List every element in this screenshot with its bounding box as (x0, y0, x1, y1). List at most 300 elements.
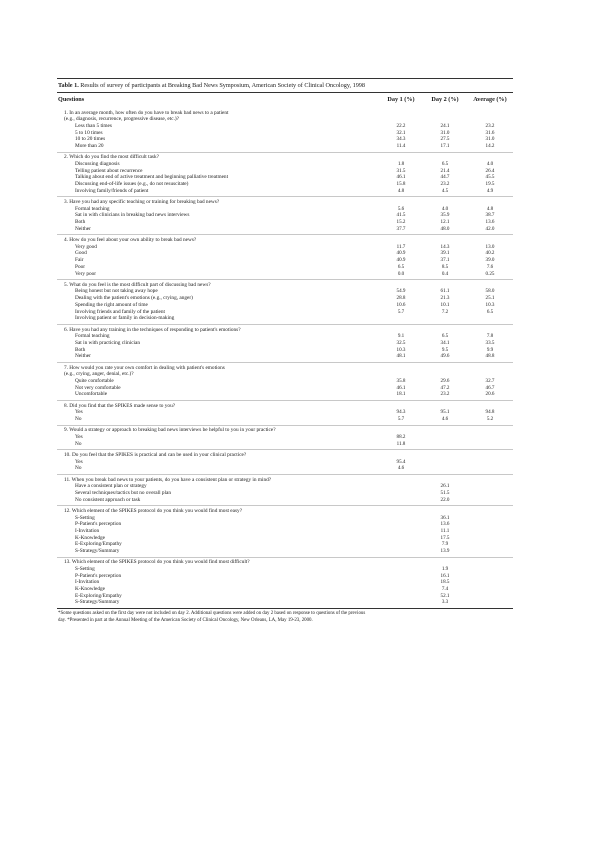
answer-option: Good (75, 250, 87, 257)
day2-value: 48.0 (440, 225, 450, 232)
average-value: 7.8 (486, 333, 494, 340)
answer-row (57, 315, 513, 322)
answer-row (57, 206, 513, 213)
day1-value (379, 483, 423, 490)
answer-option: Dealing with the patient's emotions (e.g., crying, anger) (75, 295, 193, 302)
question-text: 3. Have you had any specific teaching or training for breaking bad news? (64, 199, 220, 206)
day1-value (379, 579, 423, 586)
day1-value: 88.2 (396, 433, 406, 440)
day2-value (423, 315, 467, 322)
average-value: 32.7 (485, 377, 495, 384)
answer-row (57, 573, 513, 580)
average-value (467, 593, 513, 600)
question-text: 13. Which element of the SPIKES protocol do you think you would find most difficult? (64, 559, 250, 566)
average-value: 4.9 (486, 187, 494, 194)
day2-value: 49.6 (440, 353, 450, 360)
answer-option: P-Patient's perception (75, 572, 122, 579)
answer-option: Not very comfortable (75, 384, 121, 391)
day2-value: 24.1 (440, 122, 450, 129)
day1-value: 34.3 (396, 136, 406, 143)
day2-value (423, 441, 467, 448)
day1-value: 37.7 (396, 225, 406, 232)
day1-value: 32.5 (396, 339, 406, 346)
question-text: 1. In an average month, how often do you have to break bad news to a patient (64, 109, 229, 116)
day2-value: 16.1 (440, 572, 450, 579)
average-value (467, 315, 513, 322)
answer-row (57, 347, 513, 354)
question-row (57, 403, 513, 410)
header-questions: Questions (58, 96, 85, 103)
average-value (467, 483, 513, 490)
day2-value (423, 459, 467, 466)
answer-row (57, 434, 513, 441)
day1-value: 6.5 (397, 263, 405, 270)
day2-value: 39.1 (440, 250, 450, 257)
average-value (467, 541, 513, 548)
answer-option: No (75, 415, 82, 422)
day2-value: 18.5 (440, 579, 450, 586)
day2-value: 17.1 (440, 143, 450, 150)
day1-value: 54.9 (396, 288, 406, 295)
day2-value: 27.5 (440, 136, 450, 143)
answer-option: No (75, 465, 82, 472)
answer-option: Involving friends and family of the patient (75, 308, 166, 315)
answer-option: Uncomfortable (75, 391, 108, 398)
answer-option: Neither (75, 225, 91, 232)
table-page (57, 78, 513, 768)
question-row (57, 365, 513, 372)
day2-value: 4.6 (441, 415, 449, 422)
question-row (57, 508, 513, 515)
answer-row (57, 586, 513, 593)
average-value (467, 566, 513, 573)
answer-row (57, 168, 513, 175)
average-value: 48.8 (485, 353, 495, 360)
table-label: Table 1. (58, 82, 79, 89)
answer-option: More than 20 (75, 143, 104, 150)
day2-value: 26.1 (440, 483, 450, 490)
answer-row (57, 521, 513, 528)
average-value: 39.0 (485, 257, 495, 264)
average-value (467, 434, 513, 441)
day1-value: 9.1 (397, 333, 405, 340)
answer-row (57, 593, 513, 600)
question-row (57, 427, 513, 434)
answer-row (57, 123, 513, 130)
day2-value: 22.0 (440, 496, 450, 503)
day2-value: 12.1 (440, 219, 450, 226)
day2-value: 21.4 (440, 167, 450, 174)
answer-row (57, 188, 513, 195)
answer-row (57, 136, 513, 143)
answer-option: No consistent approach or task (75, 496, 141, 503)
day1-value: 11.4 (396, 143, 406, 150)
answer-row (57, 497, 513, 504)
average-value: 58.0 (485, 288, 495, 295)
answer-option: Both (75, 219, 86, 226)
question-text: 2. Which do you find the most difficult task? (64, 154, 159, 161)
day1-value (379, 535, 423, 542)
average-value: 45.5 (485, 174, 495, 181)
average-value: 40.2 (485, 250, 495, 257)
day1-value: 28.8 (396, 295, 406, 302)
question-text: (e.g., crying, anger, denial, etc.)? (64, 371, 134, 378)
day1-value: 5.7 (397, 415, 405, 422)
day1-value: 32.1 (396, 129, 406, 136)
day1-value: 31.5 (396, 167, 406, 174)
day1-value: 4.6 (397, 465, 405, 472)
day1-value: 11.8 (396, 440, 406, 447)
average-value: 31.0 (485, 136, 495, 143)
day2-value: 3.3 (441, 599, 449, 606)
day2-value: 7.2 (441, 308, 449, 315)
answer-option: Spending the right amount of time (75, 301, 148, 308)
answer-row (57, 143, 513, 150)
answer-option: Have a consistent plan or strategy (75, 483, 147, 490)
average-value (467, 528, 513, 535)
answer-row (57, 391, 513, 398)
average-value: 4.0 (486, 161, 494, 167)
average-value: 5.2 (486, 415, 494, 422)
answer-option: 10 to 20 times (75, 136, 106, 143)
question-block (57, 324, 513, 360)
day1-value: 40.9 (396, 250, 406, 257)
day1-value (379, 541, 423, 548)
table-header-row (57, 93, 513, 106)
answer-option: Yes (75, 458, 83, 465)
question-row (57, 199, 513, 206)
answer-row (57, 599, 513, 606)
day2-value: 37.1 (440, 257, 450, 264)
day2-value: 29.6 (440, 377, 450, 384)
table-caption (57, 79, 513, 92)
answer-row (57, 416, 513, 423)
answer-row (57, 244, 513, 251)
day2-value: 36.1 (440, 514, 450, 521)
average-value: 0.25 (485, 270, 495, 277)
question-block (57, 152, 513, 195)
answer-option: E-Exploring/Empathy (75, 592, 122, 599)
question-row (57, 237, 513, 244)
answer-option: Poor (75, 263, 86, 270)
day2-value: 52.1 (440, 592, 450, 599)
answer-option: S-Setting (75, 514, 95, 521)
answer-option: Less than 5 times (75, 122, 112, 129)
day1-value (379, 566, 423, 573)
question-row (57, 477, 513, 484)
answer-option: P-Patient's perception (75, 521, 122, 528)
day2-value: 34.1 (440, 339, 450, 346)
answer-row (57, 212, 513, 219)
day1-value: 11.7 (396, 243, 406, 250)
day1-value: 10.3 (396, 346, 406, 353)
answer-option: K-Knowledge (75, 534, 106, 541)
day1-value (379, 593, 423, 600)
average-value (467, 535, 513, 542)
question-text: 8. Did you find that the SPIKES made sense to you? (64, 402, 176, 409)
day2-value: 13.9 (440, 548, 450, 554)
answer-option: Formal teaching (75, 333, 110, 340)
average-value: 14.2 (485, 143, 495, 150)
day2-value: 14.3 (440, 243, 450, 250)
header-average: Average (%) (473, 96, 507, 103)
question-block (57, 362, 513, 398)
question-block (57, 234, 513, 277)
day2-value: 7.4 (441, 586, 449, 593)
question-block (57, 400, 513, 423)
day2-value: 8.5 (441, 263, 449, 270)
answer-row (57, 409, 513, 416)
answer-row (57, 441, 513, 448)
question-text: 5. What do you feel is the most difficult part of discussing bad news? (64, 281, 211, 288)
answer-row (57, 483, 513, 490)
footnote-line: day. *Presented in part at the Annual Meeting of the American Society of Clinical Oncology, New Orleans, LA, May 19-23, 2000. (58, 617, 313, 623)
answer-row (57, 333, 513, 340)
table-body (57, 106, 513, 606)
answer-option: Yes (75, 433, 83, 440)
day2-value: 23.2 (440, 181, 450, 188)
answer-option: S-Strategy/Summary (75, 548, 120, 554)
day2-value: 35.9 (440, 212, 450, 219)
answer-option: I-Invitation (75, 527, 100, 534)
average-value: 38.7 (485, 212, 495, 219)
average-value (467, 515, 513, 522)
average-value: 94.8 (485, 409, 495, 416)
answer-row (57, 181, 513, 188)
average-value (467, 465, 513, 472)
question-block (57, 557, 513, 606)
answer-option: Formal teaching (75, 205, 110, 212)
question-text: 7. How would you rate your own comfort in dealing with patient's emotions (64, 364, 225, 371)
average-value (467, 599, 513, 606)
day2-value: 7.9 (441, 541, 449, 548)
answer-option: Both (75, 346, 86, 353)
day2-value: 11.1 (440, 527, 450, 534)
question-row (57, 327, 513, 334)
answer-row (57, 130, 513, 137)
question-text: (e.g., diagnosis, recurrence, progressive disease, etc.)? (64, 116, 180, 123)
question-text: 11. When you break bad news to your patients, do you have a consistent plan or strategy in mind? (64, 476, 272, 483)
day1-value: 5.6 (397, 205, 405, 212)
answer-option: 5 to 10 times (75, 129, 103, 136)
answer-row (57, 465, 513, 472)
day2-value: 6.5 (441, 333, 449, 340)
answer-row (57, 385, 513, 392)
day1-value (379, 586, 423, 593)
answer-option: S-Setting (75, 565, 95, 572)
day1-value: 94.3 (396, 409, 406, 416)
day1-value: 18.1 (396, 391, 406, 398)
average-value (467, 548, 513, 555)
average-value: 26.4 (485, 167, 495, 174)
question-block (57, 196, 513, 232)
average-value: 9.9 (486, 346, 494, 353)
answer-row (57, 528, 513, 535)
question-row (57, 371, 513, 378)
answer-row (57, 535, 513, 542)
day2-value: 1.9 (441, 565, 449, 572)
answer-option: Telling patient about recurrence (75, 167, 143, 174)
average-value: 13.6 (485, 219, 495, 226)
question-text: 10. Do you feel that the SPIKES is practical and can be used in your clinical practice? (64, 451, 247, 458)
average-value (467, 579, 513, 586)
average-value: 33.5 (485, 339, 495, 346)
day1-value (379, 528, 423, 535)
answer-row (57, 490, 513, 497)
average-value (467, 521, 513, 528)
average-value: 10.3 (485, 301, 495, 308)
answer-row (57, 264, 513, 271)
average-value: 20.6 (485, 391, 495, 398)
day1-value (379, 521, 423, 528)
answer-row (57, 378, 513, 385)
answer-row (57, 295, 513, 302)
day1-value: 0.0 (397, 270, 405, 277)
answer-row (57, 250, 513, 257)
answer-option: Very poor (75, 270, 97, 277)
question-block (57, 449, 513, 472)
question-row (57, 116, 513, 123)
day1-value: 1.8 (397, 161, 405, 167)
question-text: 12. Which element of the SPIKES protocol do you think you would find most easy? (64, 507, 243, 514)
answer-option: Sat in with practicing clinician (75, 339, 141, 346)
average-value: 4.8 (486, 205, 494, 212)
day1-value (379, 515, 423, 522)
question-row (57, 110, 513, 117)
answer-option: Yes (75, 409, 83, 416)
day2-value: 4.5 (441, 187, 449, 194)
average-value: 46.7 (485, 384, 495, 391)
day2-value: 6.5 (441, 161, 449, 167)
average-value: 23.2 (485, 122, 495, 129)
day1-value (379, 599, 423, 606)
average-value (467, 459, 513, 466)
answer-row (57, 219, 513, 226)
day2-value: 9.5 (441, 346, 449, 353)
average-value (467, 586, 513, 593)
day2-value: 31.0 (440, 129, 450, 136)
answer-row (57, 271, 513, 278)
day1-value: 4.8 (397, 187, 405, 194)
question-block (57, 425, 513, 448)
question-row (57, 282, 513, 289)
answer-row (57, 566, 513, 573)
day2-value: 21.3 (440, 295, 450, 302)
day2-value: 10.1 (440, 301, 450, 308)
average-value: 7.6 (486, 263, 494, 270)
average-value (467, 497, 513, 504)
answer-option: K-Knowledge (75, 586, 106, 593)
question-text: 6. Have you had any training in the techniques of responding to patient's emotions? (64, 326, 241, 333)
answer-row (57, 226, 513, 233)
answer-row (57, 161, 513, 168)
average-value: 6.5 (486, 308, 494, 315)
answer-option: I-Invitation (75, 579, 100, 586)
day2-value: 13.6 (440, 521, 450, 528)
day1-value (379, 573, 423, 580)
answer-option: Fair (75, 257, 84, 264)
answer-option: Neither (75, 353, 91, 360)
day2-value (423, 434, 467, 441)
day1-value: 46.1 (396, 384, 406, 391)
average-value (467, 573, 513, 580)
average-value (467, 441, 513, 448)
day1-value (379, 548, 423, 555)
table-title: Results of survey of participants at Breaking Bad News Symposium, American Society of Clinical Oncology, 1998 (80, 82, 365, 89)
average-value: 13.0 (485, 243, 495, 250)
question-block (57, 108, 513, 150)
question-text: 4. How do you feel about your own ability to break bad news? (64, 237, 197, 244)
answer-row (57, 459, 513, 466)
answer-row (57, 174, 513, 181)
day1-value (379, 315, 423, 322)
question-block (57, 474, 513, 503)
answer-option: S-Strategy/Summary (75, 599, 120, 606)
answer-option: E-Exploring/Empathy (75, 541, 122, 548)
day1-value: 10.6 (396, 301, 406, 308)
day1-value: 46.1 (396, 174, 406, 181)
answer-row (57, 257, 513, 264)
header-day2: Day 2 (%) (431, 96, 459, 103)
average-value: 31.6 (485, 129, 495, 136)
day1-value: 15.2 (396, 219, 406, 226)
day2-value: 47.2 (440, 384, 450, 391)
day2-value: 95.1 (440, 409, 450, 416)
day1-value: 40.9 (396, 257, 406, 264)
day1-value: 22.2 (396, 122, 406, 129)
question-text: 9. Would a strategy or approach to breaking bad news interviews be helpful to you in your practice? (64, 427, 276, 434)
answer-option: Very good (75, 243, 97, 250)
answer-row (57, 541, 513, 548)
question-block (57, 505, 513, 554)
day1-value: 95.4 (396, 458, 406, 465)
average-value (467, 490, 513, 497)
answer-row (57, 548, 513, 555)
answer-option: Sat in with clinicians in breaking bad news interviews (75, 212, 190, 219)
question-block (57, 279, 513, 322)
answer-option: Discussing end-of-life issues (e.g., do not resuscitate) (75, 181, 189, 188)
day2-value: 17.5 (440, 534, 450, 541)
answer-option: Several techniques/tactics but no overall plan (75, 489, 172, 496)
answer-row (57, 309, 513, 316)
day2-value: 51.5 (440, 489, 450, 496)
footnote-line: *Some questions asked on the first day were not included on day 2. Additional questions were added on day 2 based on response to questions of the previous (58, 611, 366, 617)
answer-row (57, 353, 513, 360)
question-row (57, 559, 513, 566)
day1-value (379, 490, 423, 497)
answer-row (57, 515, 513, 522)
answer-row (57, 302, 513, 309)
answer-row (57, 288, 513, 295)
header-day1: Day 1 (%) (387, 96, 415, 103)
answer-option: Involving family/friends of patient (75, 187, 149, 194)
day2-value: 44.7 (440, 174, 450, 181)
answer-option: Quite comfortable (75, 377, 114, 384)
answer-option: Involving patient or family in decision-making (75, 315, 175, 322)
day2-value: 23.2 (440, 391, 450, 398)
day2-value: 0.4 (441, 270, 449, 277)
average-value: 42.0 (485, 225, 495, 232)
day1-value: 41.5 (396, 212, 406, 219)
table-footnote (57, 608, 513, 626)
answer-row (57, 340, 513, 347)
day2-value: 4.0 (441, 205, 449, 212)
answer-option: Discussing diagnosis (75, 161, 120, 167)
answer-option: Talking about end of active treatment and beginning palliative treatment (75, 174, 229, 181)
average-value: 25.1 (485, 295, 495, 302)
day1-value (379, 497, 423, 504)
day1-value: 15.8 (396, 181, 406, 188)
